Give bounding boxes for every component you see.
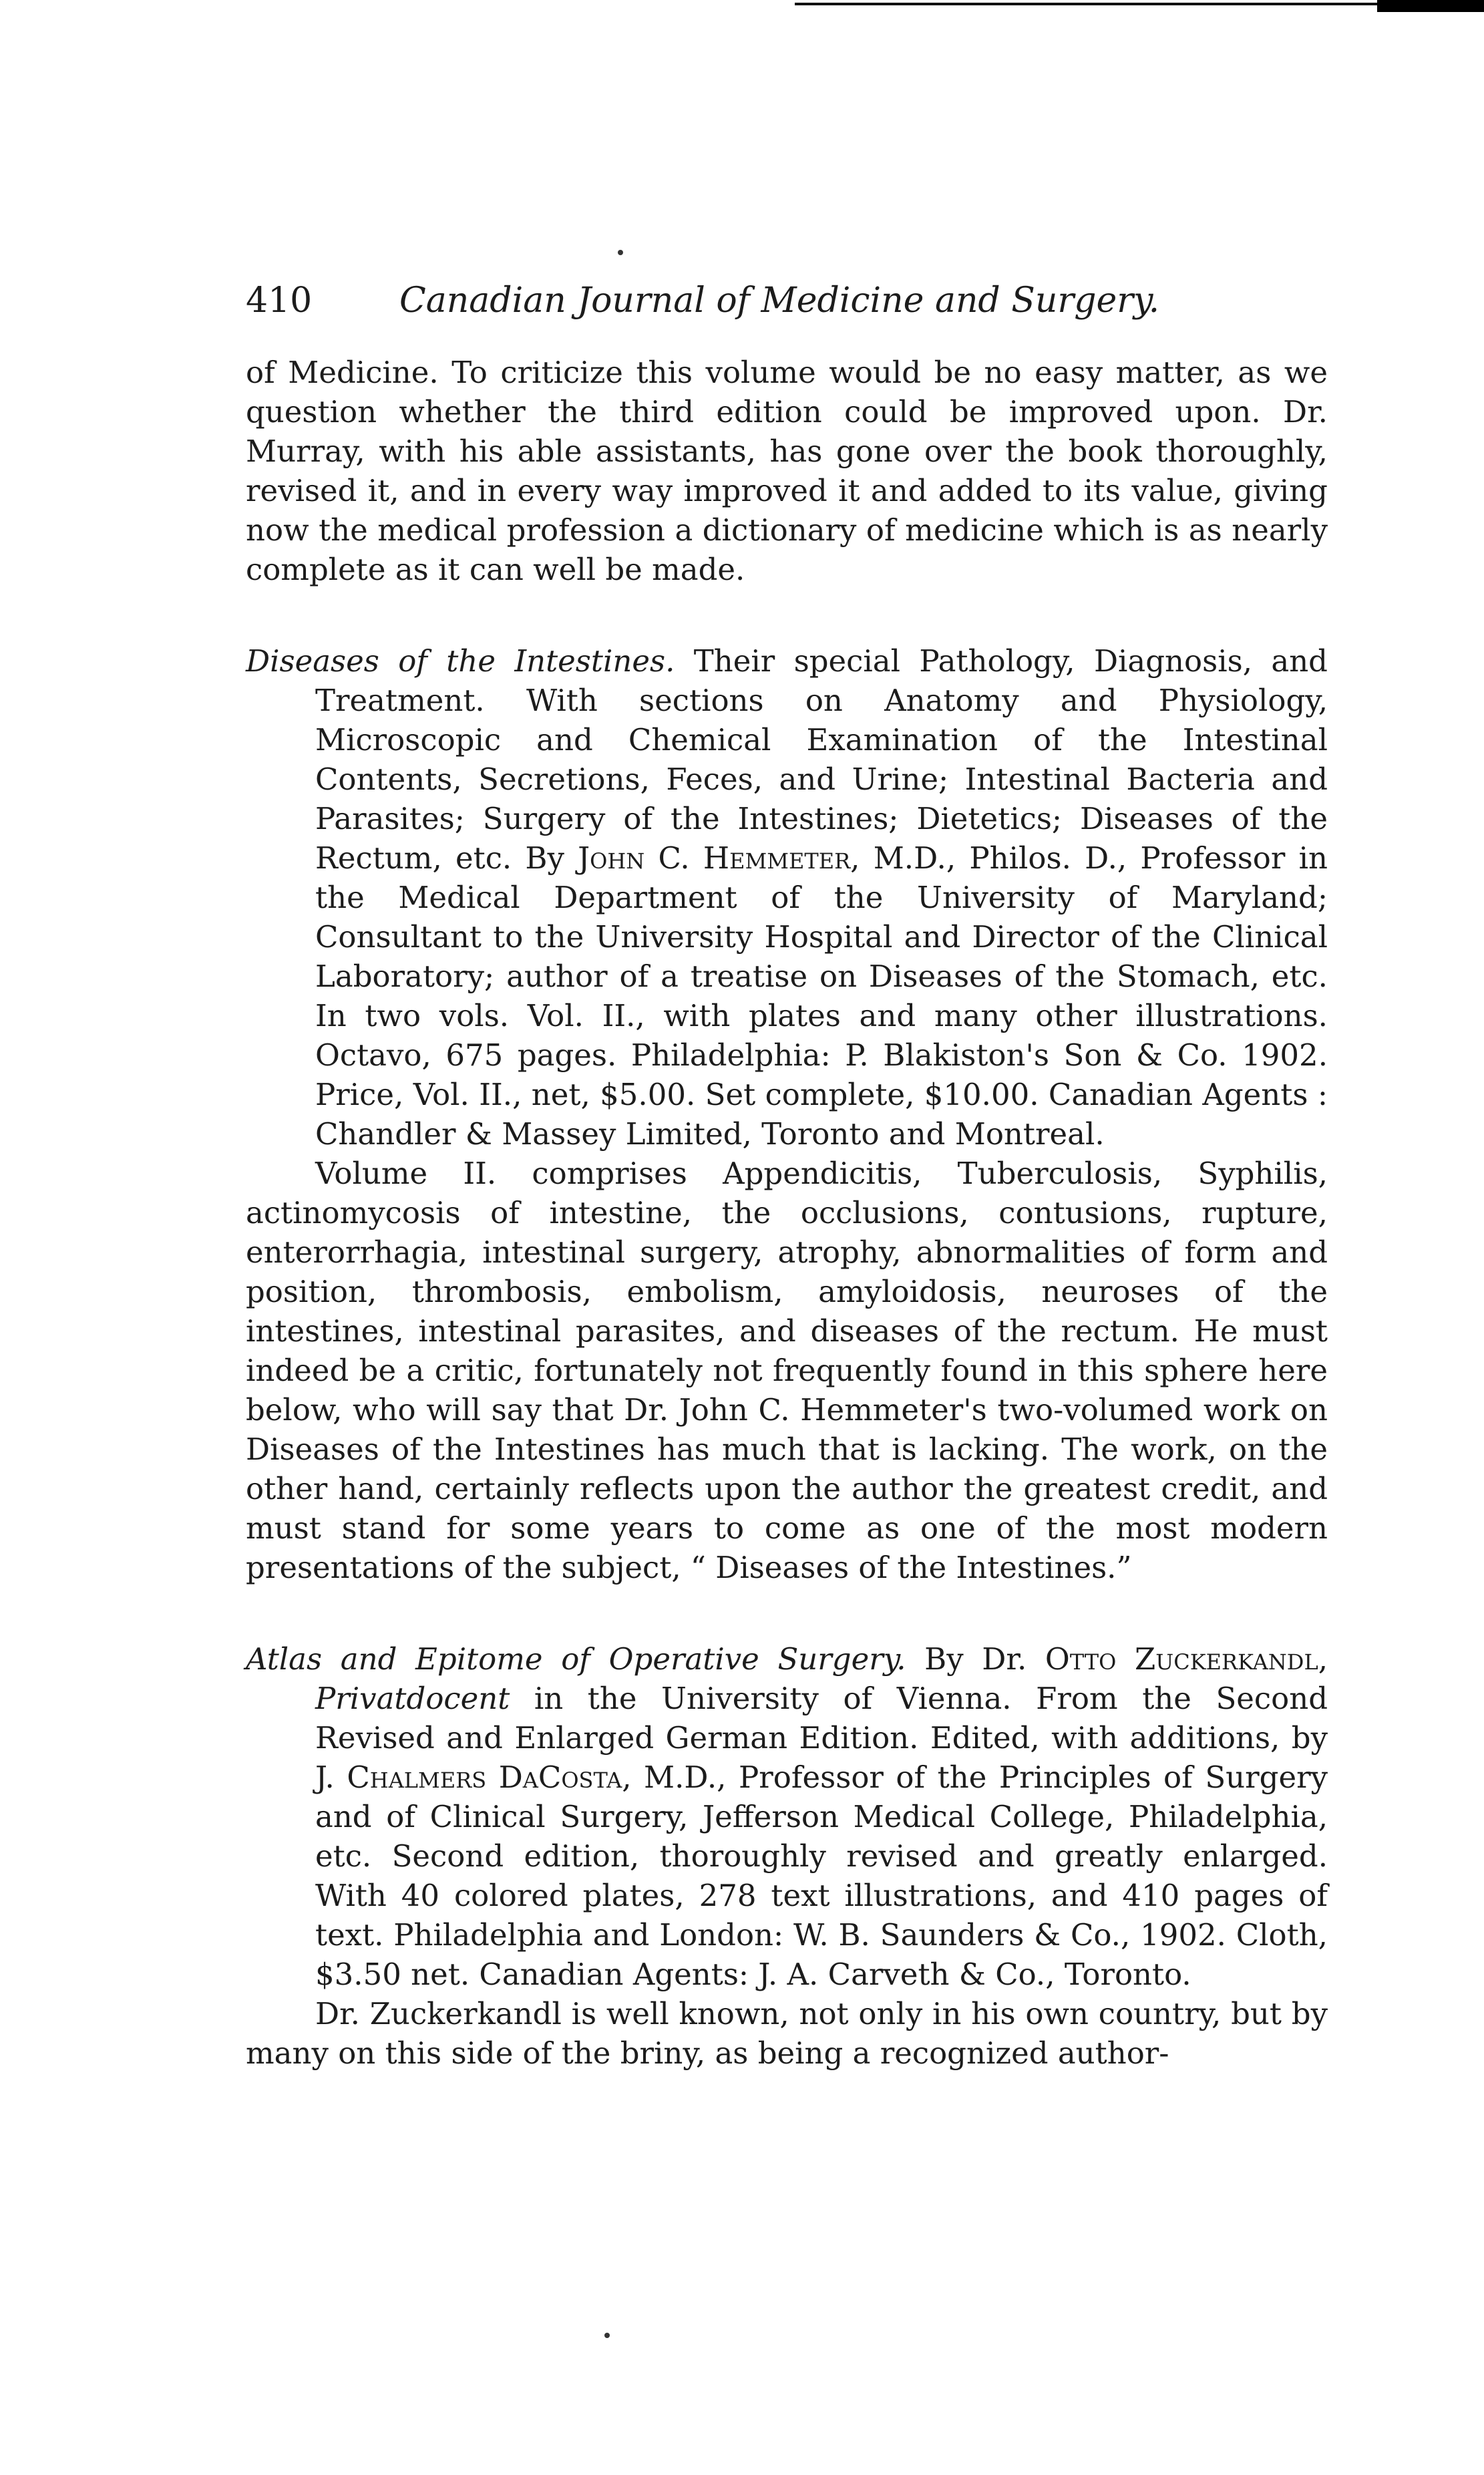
review-body: Volume II. comprises Appendicitis, Tuberculosis, Syphilis, actinomycosis of intestine, the occlusions, contusions, rupture, enterorrhagia, intestinal surgery, atrophy, abnormalities of form and position, thrombosis, embolism, amyloidosis, neuroses of the intestines, intestinal parasites, and diseases of the rectum. He must indeed be a critic, fortunately not frequently found in this sphere here below, who will say that Dr. John C. Hemmeter's two-volumed work on Diseases of the Intestines has much that is lacking. The work, on the other hand, certainly reflects upon the author the greatest credit, and must stand for some years to come as one of the most modern presentations of the subject, “ Diseases of the Intestines.” — [246, 1156, 1328, 1585]
editor-name: Chalmers DaCosta — [347, 1760, 622, 1795]
review-body: Dr. Zuckerkandl is well known, not only in his own country, but by many on this side of the briny, as being a recognized author- — [246, 1996, 1328, 2071]
citation-text: , — [1318, 1641, 1328, 1677]
section-gap — [246, 1587, 1328, 1639]
author-name: Otto Zuckerkandl — [1045, 1641, 1318, 1677]
citation-text: Their special Pathology, Diagnosis, and Treatment. With sections on Anatomy and Physiology, Microscopic and Chemical Examination of the Intestinal Contents, Secretions, Feces, and Urine; Intestinal Bacteria and Parasites; Surgery of the Intestines; Dietetics; Diseases of the Rectum, etc. By — [315, 643, 1328, 876]
citation-text: , M.D., Professor of the Principles of Surgery and of Clinical Surgery, Jefferson Medical College, Philadelphia, etc. Second edition, thoroughly revised and greatly enlarged. With 40 colored plates, 278 text illustrations, and 410 pages of text. Philadelphia and London: W. B. Saunders & Co., 1902. Cloth, $3.50 net. Canadian Agents: J. A. Carveth & Co., Toronto. — [315, 1760, 1328, 1992]
author-name: John C. Hemmeter — [578, 840, 851, 876]
journal-page — [246, 279, 1328, 2073]
book-title: Atlas and Epitome of Operative Surgery. — [246, 1641, 906, 1677]
review-diseases-of-intestines — [246, 641, 1328, 1587]
running-header — [246, 279, 1328, 322]
running-title: Canadian Journal of Medicine and Surgery. — [399, 281, 1160, 321]
review-atlas-operative-surgery — [246, 1639, 1328, 2073]
citation-text: , M.D., Philos. D., Professor in the Medical Department of the University of Maryland; Consultant to the University Hospital and Director of the Clinical Laboratory; author of a treatise on Diseases of the Stomach, etc. In two vols. Vol. II., with plates and many other illustrations. Octavo, 675 pages. Philadelphia: P. Blakiston's Son & Co. 1902. Price, Vol. II., net, $5.00. Set complete, $10.00. Canadian Agents : Chandler & Massey Limited, Toronto and Montreal. — [315, 840, 1328, 1152]
print-speck — [604, 2333, 610, 2338]
citation-text: in the University of Vienna. From the Second Revised and Enlarged German Edition. Edited, with additions, by J. — [315, 1681, 1328, 1795]
print-speck — [618, 250, 623, 255]
page-number: 410 — [246, 281, 313, 321]
book-citation — [246, 1639, 1328, 1994]
top-edge-mark — [1377, 0, 1484, 12]
book-title: Diseases of the Intestines. — [246, 643, 675, 679]
continued-review-paragraph: of Medicine. To criticize this volume would be no easy matter, as we question whether the third edition could be improved upon. Dr. Murray, with his able assistants, has gone over the book thoroughly, revised it, and in every way improved it and added to its value, giving now the medical profession a dictionary of medicine which is as nearly complete as it can well be made. — [246, 355, 1328, 587]
author-title: Privatdocent — [315, 1681, 510, 1716]
section-gap — [246, 589, 1328, 641]
citation-text: By Dr. — [906, 1641, 1045, 1677]
book-citation — [246, 641, 1328, 1154]
